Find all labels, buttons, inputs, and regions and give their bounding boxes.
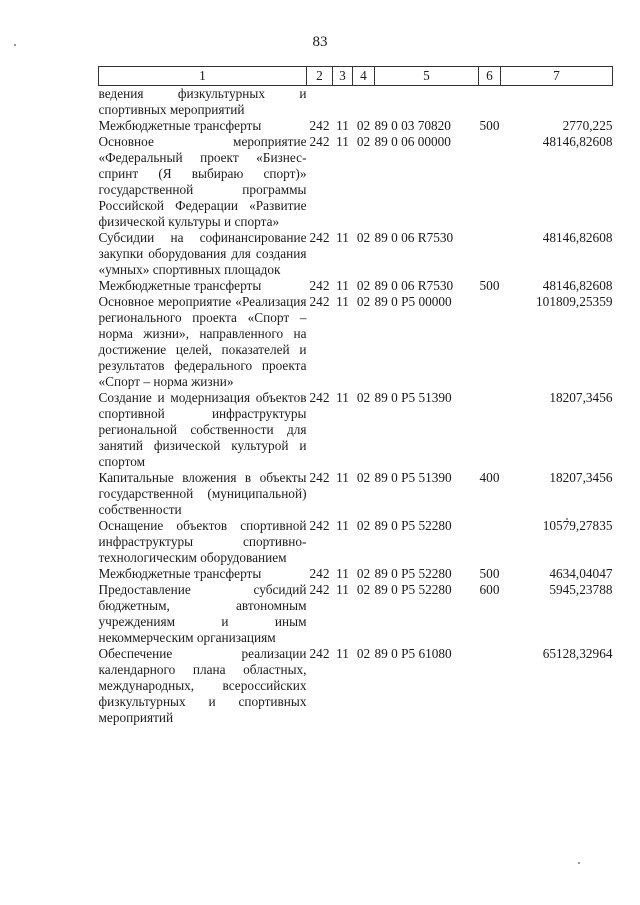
table-row bbox=[99, 278, 613, 294]
row-amount: 48146,82608 bbox=[542, 134, 613, 149]
row-amount bbox=[501, 86, 613, 119]
row-expense-type bbox=[479, 230, 501, 278]
row-name: Основное мероприятие «Реализация регионального проекта «Спорт – норма жизни», направленного на достижение целей, показателей и результатов федерального проекта «Спорт – норма жизни» bbox=[98, 294, 307, 389]
table-row bbox=[99, 390, 613, 470]
row-amount: 65128,32964 bbox=[542, 646, 613, 661]
table-row bbox=[99, 134, 613, 230]
column-header: 3 bbox=[333, 67, 353, 86]
column-header: 2 bbox=[307, 67, 333, 86]
row-name: Предоставление субсидий бюджетным, автономным учреждениям и иным некоммерческим организациям bbox=[98, 582, 307, 645]
row-amount: 48146,82608 bbox=[542, 230, 613, 245]
row-section: 11 bbox=[336, 646, 349, 661]
row-section: 11 bbox=[336, 230, 349, 245]
row-name: Капитальные вложения в объекты государственной (муниципальной) собственности bbox=[98, 470, 307, 517]
row-section: 11 bbox=[336, 470, 349, 485]
table-row bbox=[99, 86, 613, 119]
row-amount: 101809,25359 bbox=[536, 294, 613, 309]
row-ministry: 242 bbox=[309, 294, 330, 309]
row-ministry: 242 bbox=[309, 646, 330, 661]
row-ministry: 242 bbox=[309, 390, 330, 405]
table-row bbox=[99, 646, 613, 726]
row-ministry: 242 bbox=[309, 134, 330, 149]
row-name: Межбюджетные трансферты bbox=[98, 118, 262, 133]
row-target-code: 89 0 P5 52280 bbox=[374, 566, 452, 581]
row-subsection: 02 bbox=[356, 230, 371, 245]
row-ministry: 242 bbox=[309, 278, 330, 293]
row-section: 11 bbox=[336, 518, 349, 533]
scan-speck bbox=[14, 44, 16, 46]
row-subsection: 02 bbox=[356, 582, 371, 597]
row-expense-type bbox=[479, 86, 501, 119]
row-name: Субсидии на софинансирование закупки оборудования для создания «умных» спортивных площадок bbox=[98, 230, 307, 277]
row-target-code: 89 0 06 R7530 bbox=[374, 230, 454, 245]
row-amount: 4634,04047 bbox=[549, 566, 613, 581]
row-name: Обеспечение реализации календарного плана областных, международных, всероссийских физкультурных и спортивных мероприятий bbox=[98, 646, 307, 725]
table-row bbox=[99, 294, 613, 390]
row-section: 11 bbox=[336, 278, 349, 293]
row-target-code bbox=[375, 86, 479, 119]
row-target-code: 89 0 P5 52280 bbox=[374, 518, 452, 533]
row-expense-type bbox=[479, 390, 501, 470]
row-name: Создание и модернизация объектов спортивной инфраструктуры региональной собственности для занятий физической культурой и спортом bbox=[98, 390, 307, 469]
column-header: 5 bbox=[375, 67, 479, 86]
column-header: 6 bbox=[479, 67, 501, 86]
row-target-code: 89 0 03 70820 bbox=[374, 118, 451, 133]
table-row bbox=[99, 230, 613, 278]
row-ministry: 242 bbox=[309, 566, 330, 581]
row-subsection: 02 bbox=[356, 134, 371, 149]
row-section: 11 bbox=[336, 134, 349, 149]
row-target-code: 89 0 P5 61080 bbox=[374, 646, 452, 661]
row-ministry: 242 bbox=[309, 470, 330, 485]
page-number: 83 bbox=[312, 34, 328, 50]
row-target-code: 89 0 06 00000 bbox=[374, 134, 451, 149]
row-subsection bbox=[353, 86, 375, 119]
row-section bbox=[333, 86, 353, 119]
table-row bbox=[99, 518, 613, 566]
column-header: 4 bbox=[353, 67, 375, 86]
table-row bbox=[99, 566, 613, 582]
column-header: 1 bbox=[99, 67, 307, 86]
row-expense-type: 400 bbox=[479, 470, 500, 485]
row-subsection: 02 bbox=[356, 566, 371, 581]
row-target-code: 89 0 06 R7530 bbox=[374, 278, 454, 293]
row-expense-type: 500 bbox=[479, 278, 500, 293]
row-amount: 48146,82608 bbox=[542, 278, 613, 293]
scan-speck bbox=[578, 862, 580, 864]
budget-table bbox=[98, 66, 613, 726]
row-ministry: 242 bbox=[309, 118, 330, 133]
row-name: ведения физкультурных и спортивных мероприятий bbox=[98, 86, 307, 117]
row-target-code: 89 0 P5 51390 bbox=[374, 470, 452, 485]
column-header: 7 bbox=[501, 67, 613, 86]
row-expense-type bbox=[479, 134, 501, 230]
row-target-code: 89 0 P5 51390 bbox=[374, 390, 452, 405]
row-subsection: 02 bbox=[356, 518, 371, 533]
row-subsection: 02 bbox=[356, 390, 371, 405]
row-expense-type: 500 bbox=[479, 118, 500, 133]
row-ministry bbox=[307, 86, 333, 119]
row-subsection: 02 bbox=[356, 278, 371, 293]
row-section: 11 bbox=[336, 582, 349, 597]
row-section: 11 bbox=[336, 118, 349, 133]
row-target-code: 89 0 P5 00000 bbox=[374, 294, 452, 309]
row-expense-type bbox=[479, 294, 501, 390]
row-amount: 5945,23788 bbox=[549, 582, 613, 597]
row-expense-type bbox=[479, 646, 501, 726]
row-amount: 18207,3456 bbox=[549, 470, 613, 485]
row-ministry: 242 bbox=[309, 582, 330, 597]
table-row bbox=[99, 470, 613, 518]
table-row bbox=[99, 582, 613, 646]
row-name: Межбюджетные трансферты bbox=[98, 566, 262, 581]
row-expense-type: 600 bbox=[479, 582, 500, 597]
row-ministry: 242 bbox=[309, 230, 330, 245]
row-amount: 18207,3456 bbox=[549, 390, 613, 405]
row-subsection: 02 bbox=[356, 294, 371, 309]
row-ministry: 242 bbox=[309, 518, 330, 533]
row-amount: 2770,225 bbox=[562, 118, 613, 133]
row-section: 11 bbox=[336, 566, 349, 581]
row-section: 11 bbox=[336, 294, 349, 309]
row-name: Оснащение объектов спортивной инфраструктуры спортивно-технологическим оборудованием bbox=[98, 518, 307, 565]
row-amount: 10579,27835 bbox=[542, 518, 613, 533]
row-expense-type bbox=[479, 518, 501, 566]
row-subsection: 02 bbox=[356, 118, 371, 133]
row-name: Межбюджетные трансферты bbox=[98, 278, 262, 293]
row-target-code: 89 0 P5 52280 bbox=[374, 582, 452, 597]
row-expense-type: 500 bbox=[479, 566, 500, 581]
row-subsection: 02 bbox=[356, 646, 371, 661]
row-section: 11 bbox=[336, 390, 349, 405]
row-subsection: 02 bbox=[356, 470, 371, 485]
table-header-row bbox=[99, 67, 613, 86]
row-name: Основное мероприятие «Федеральный проект «Бизнес-спринт (Я выбираю спорт)» государственной программы Российской Федерации «Развитие физической культуры и спорта» bbox=[98, 134, 307, 229]
table-row bbox=[99, 118, 613, 134]
